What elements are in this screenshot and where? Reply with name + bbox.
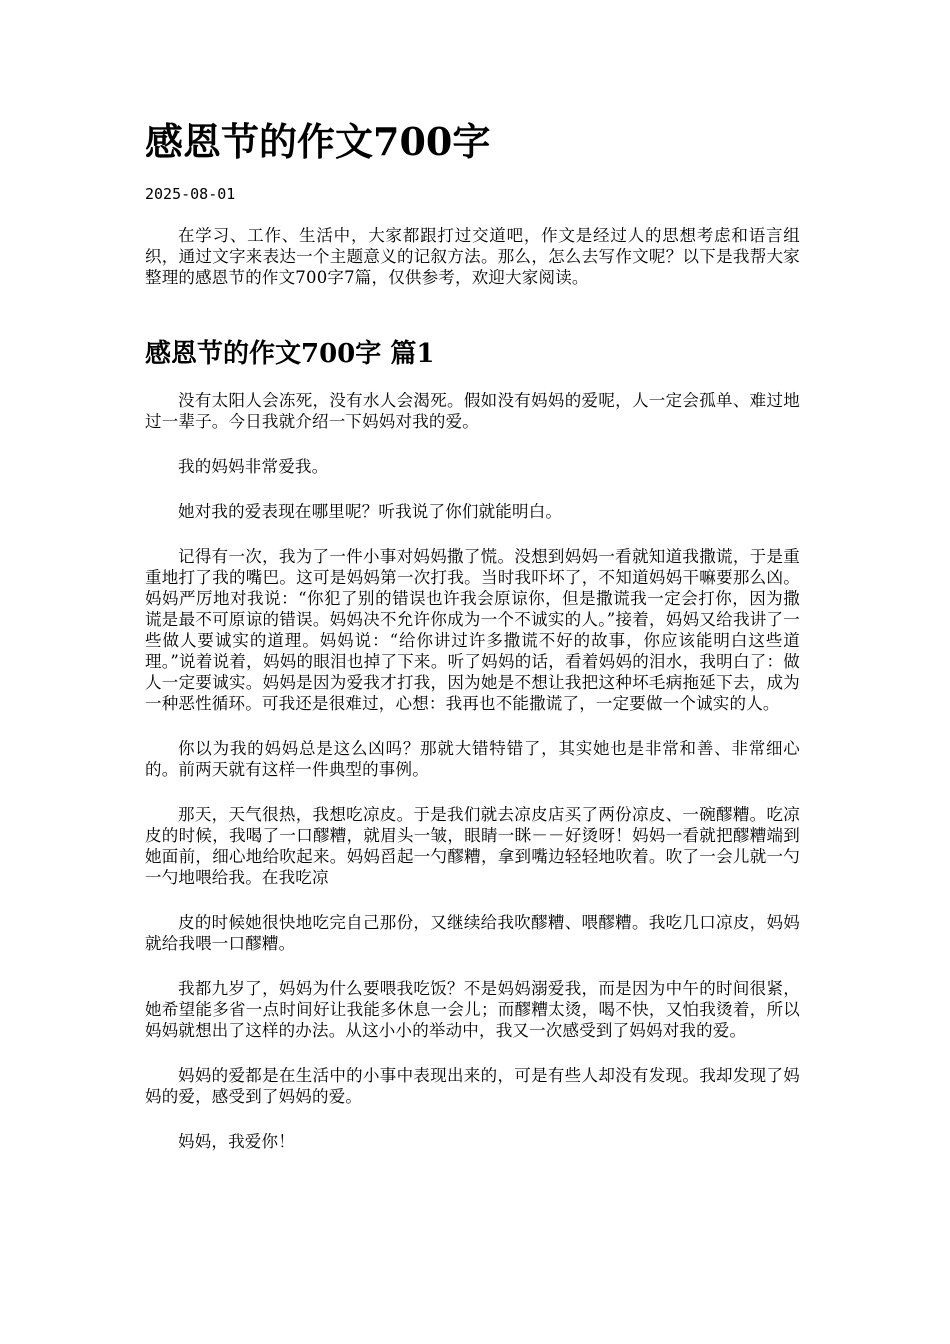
essay-body — [145, 390, 800, 1176]
body-paragraph: 我都九岁了，妈妈为什么要喂我吃饭？不是妈妈溺爱我，而是因为中午的时间很紧，她希望能多省一点时间好让我能多休息一会儿；而醪糟太烫，喝不快，又怕我烫着，所以妈妈就想出了这样的办法。从这小小的举动中，我又一次感受到了妈妈对我的爱。 — [145, 979, 800, 1040]
publish-date: 2025-08-01 — [145, 185, 236, 203]
body-paragraph: 记得有一次，我为了一件小事对妈妈撒了慌。没想到妈妈一看就知道我撒谎，于是重重地打了我的嘴巴。这可是妈妈第一次打我。当时我吓坏了，不知道妈妈干嘛要那么凶。妈妈严厉地对我说：“你犯了别的错误也许我会原谅你，但是撒谎我一定会打你，因为撒谎是最不可原谅的错误。妈妈决不允许你成为一个不诚实的人。”接着，妈妈又给我讲了一些做人要诚实的道理。妈妈说：“给你讲过许多撒谎不好的故事，你应该能明白这些道理。”说着说着，妈妈的眼泪也掉了下来。听了妈妈的话，看着妈妈的泪水，我明白了：做人一定要诚实。妈妈是因为爱我才打我，因为她是不想让我把这种坏毛病拖延下去，成为一种恶性循环。可我还是很难过，心想：我再也不能撒谎了，一定要做一个诚实的人。 — [145, 547, 800, 713]
document-title: 感恩节的作文700字 — [145, 119, 491, 164]
body-paragraph: 那天，天气很热，我想吃凉皮。于是我们就去凉皮店买了两份凉皮、一碗醪糟。吃凉皮的时候，我喝了一口醪糟，就眉头一皱，眼睛一眯－－好烫呀！妈妈一看就把醪糟端到她面前，细心地给吹起来。妈妈舀起一勺醪糟，拿到嘴边轻轻地吹着。吹了一会儿就一勺一勺地喂给我。在我吃凉 — [145, 805, 800, 887]
body-paragraph: 妈妈的爱都是在生活中的小事中表现出来的，可是有些人却没有发现。我却发现了妈妈的爱，感受到了妈妈的爱。 — [145, 1066, 800, 1106]
intro-section — [145, 225, 800, 312]
section-title: 感恩节的作文700字 篇1 — [145, 339, 435, 369]
body-paragraph: 没有太阳人会冻死，没有水人会渴死。假如没有妈妈的爱呢，人一定会孤单、难过地过一辈子。今日我就介绍一下妈妈对我的爱。 — [145, 391, 800, 431]
body-paragraph: 你以为我的妈妈总是这么凶吗？那就大错特错了，其实她也是非常和善、非常细心的。前两天就有这样一件典型的事例。 — [145, 739, 800, 779]
body-paragraph: 皮的时候她很快地吃完自己那份，又继续给我吹醪糟、喂醪糟。我吃几口凉皮，妈妈就给我喂一口醪糟。 — [145, 913, 800, 953]
intro-paragraph: 在学习、工作、生活中，大家都跟打过交道吧，作文是经过人的思想考虑和语言组织，通过文字来表达一个主题意义的记叙方法。那么，怎么去写作文呢？以下是我帮大家整理的感恩节的作文700字7篇，仅供参考，欢迎大家阅读。 — [145, 226, 800, 287]
body-paragraph: 她对我的爱表现在哪里呢？听我说了你们就能明白。 — [178, 502, 563, 521]
body-paragraph: 我的妈妈非常爱我。 — [178, 457, 329, 476]
body-paragraph: 妈妈，我爱你！ — [178, 1132, 295, 1151]
